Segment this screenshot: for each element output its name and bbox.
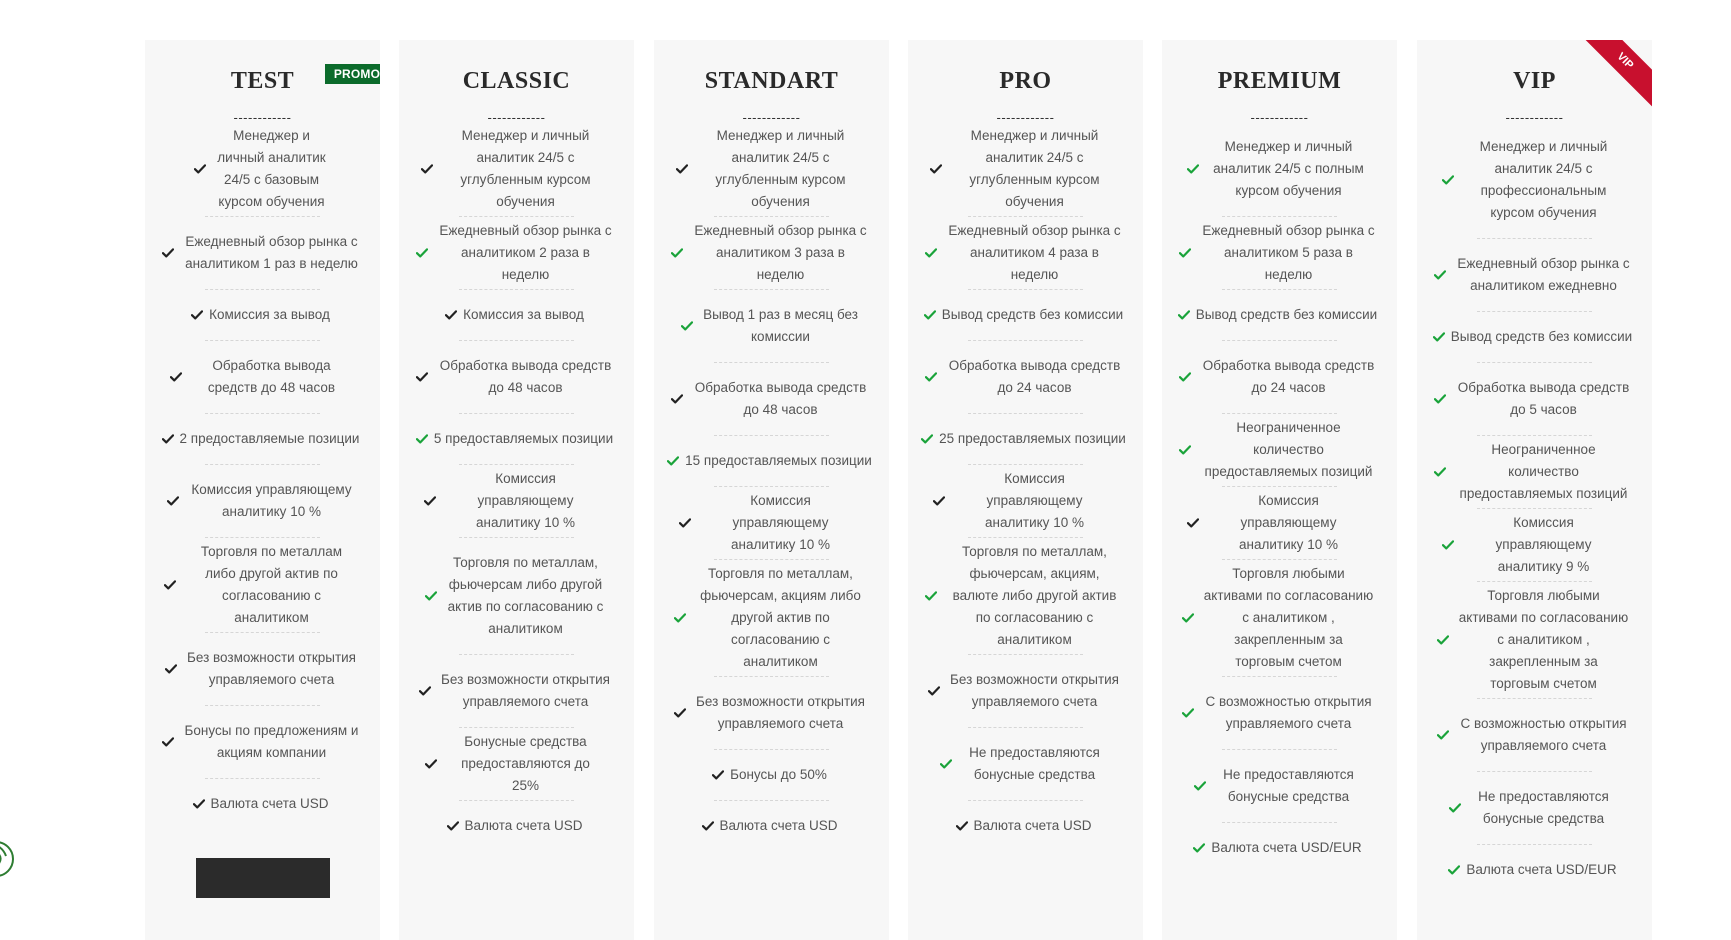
plan-feature bbox=[1429, 253, 1640, 297]
plan-feature-text: Торговля по металлам либо другой актив по согласованию с аналитиком bbox=[200, 544, 343, 625]
feature-divider bbox=[1477, 581, 1592, 582]
feature-divider bbox=[205, 289, 320, 290]
check-icon bbox=[667, 456, 679, 466]
plan-feature bbox=[666, 764, 877, 786]
plan-feature bbox=[157, 544, 368, 625]
check-icon bbox=[165, 664, 177, 674]
check-icon bbox=[162, 434, 174, 444]
check-icon bbox=[925, 372, 937, 382]
plan-feature-text: С возможностью открытия управляемого счета bbox=[1460, 716, 1627, 753]
check-icon bbox=[447, 821, 459, 831]
check-icon bbox=[679, 518, 691, 528]
feature-divider bbox=[968, 413, 1083, 414]
check-icon bbox=[956, 821, 968, 831]
plan-feature bbox=[1174, 493, 1385, 552]
plan-title-separator: ------------ bbox=[742, 110, 801, 125]
plan-feature bbox=[666, 493, 877, 552]
plan-feature-text: С возможностью открытия управляемого счета bbox=[1205, 694, 1372, 731]
vip-ribbon: VIP bbox=[1577, 40, 1652, 109]
plan-feature-text: 15 предоставляемых позиции bbox=[685, 453, 872, 468]
check-icon bbox=[1193, 843, 1205, 853]
plan-feature bbox=[157, 428, 368, 450]
check-icon bbox=[925, 248, 937, 258]
check-icon bbox=[1178, 310, 1190, 320]
plan-feature-text: Ежедневный обзор рынка с аналитиком ежедневно bbox=[1457, 256, 1630, 293]
feature-divider bbox=[1222, 216, 1337, 217]
plan-feature bbox=[157, 720, 368, 764]
check-icon bbox=[1187, 518, 1199, 528]
plan-feature-text: Без возможности открытия управляемого счета bbox=[950, 672, 1119, 709]
plan-feature bbox=[157, 304, 368, 326]
check-icon bbox=[425, 759, 437, 769]
feature-divider bbox=[714, 800, 829, 801]
check-icon bbox=[1437, 635, 1449, 645]
plan-feature bbox=[666, 566, 877, 669]
feature-divider bbox=[459, 727, 574, 728]
plan-feature bbox=[1429, 588, 1640, 691]
plan-feature-text: 25 предоставляемых позиции bbox=[939, 431, 1126, 446]
plan-title-separator: ------------ bbox=[996, 110, 1055, 125]
plan-title-separator: ------------ bbox=[1250, 110, 1309, 125]
plan-title: VIP bbox=[1513, 68, 1556, 94]
plan-card-standart bbox=[654, 40, 889, 940]
check-icon bbox=[933, 496, 945, 506]
check-icon bbox=[191, 310, 203, 320]
check-icon bbox=[1194, 781, 1206, 791]
check-icon bbox=[674, 613, 686, 623]
plan-feature-text: Ежедневный обзор рынка с аналитиком 4 раза в неделю bbox=[948, 223, 1121, 282]
plan-feature bbox=[411, 223, 622, 282]
promo-badge: PROMO bbox=[325, 64, 380, 84]
feature-divider bbox=[459, 800, 574, 801]
plan-card-pro bbox=[908, 40, 1143, 940]
check-icon bbox=[1179, 445, 1191, 455]
check-icon bbox=[164, 580, 176, 590]
plan-feature-text: Не предоставляются бонусные средства bbox=[969, 745, 1100, 782]
plan-feature-text: Обработка вывода средств до 48 часов bbox=[207, 358, 336, 395]
check-icon bbox=[416, 372, 428, 382]
check-icon bbox=[445, 310, 457, 320]
feature-divider bbox=[459, 413, 574, 414]
plan-feature bbox=[1174, 837, 1385, 859]
feature-divider bbox=[714, 216, 829, 217]
check-icon bbox=[162, 737, 174, 747]
plan-feature bbox=[411, 355, 622, 399]
plan-feature-text: Комиссия за вывод bbox=[209, 307, 330, 322]
plan-feature bbox=[411, 304, 622, 326]
plan-feature-text: Менеджер и личный аналитик 24/5 с профессиональным курсом обучения bbox=[1479, 139, 1608, 220]
plan-feature-text: Без возможности открытия управляемого счета bbox=[441, 672, 610, 709]
plan-feature bbox=[411, 428, 622, 450]
feature-divider bbox=[1222, 559, 1337, 560]
plan-feature-text: Вывод средств без комиссии bbox=[941, 307, 1124, 322]
plan-feature bbox=[1174, 223, 1385, 282]
check-icon bbox=[162, 248, 174, 258]
feature-divider bbox=[1477, 771, 1592, 772]
feature-divider bbox=[1477, 238, 1592, 239]
plan-feature-text: Торговля по металлам, фьючерсам, акциям либо другой актив по согласованию с аналитиком bbox=[700, 566, 861, 669]
select-plan-button[interactable] bbox=[196, 858, 330, 898]
plan-feature-text: Ежедневный обзор рынка с аналитиком 3 раза в неделю bbox=[694, 223, 867, 282]
plan-feature bbox=[1429, 859, 1640, 881]
plan-feature bbox=[157, 479, 368, 523]
plan-card-premium bbox=[1162, 40, 1397, 940]
feature-divider bbox=[714, 362, 829, 363]
feature-divider bbox=[968, 464, 1083, 465]
plan-feature-text: Комиссия управляющему аналитику 10 % bbox=[1239, 493, 1338, 552]
plan-feature bbox=[1429, 515, 1640, 574]
check-icon bbox=[930, 164, 942, 174]
feature-divider bbox=[1222, 749, 1337, 750]
plan-feature-text: Валюта счета USD bbox=[464, 818, 583, 833]
plan-feature bbox=[1174, 136, 1385, 202]
feature-divider bbox=[968, 340, 1083, 341]
feature-divider bbox=[714, 749, 829, 750]
feature-divider bbox=[1222, 676, 1337, 677]
check-icon bbox=[925, 591, 937, 601]
feature-divider bbox=[1222, 289, 1337, 290]
check-icon bbox=[167, 496, 179, 506]
plan-feature bbox=[666, 450, 877, 472]
check-icon bbox=[1434, 467, 1446, 477]
plan-feature-text: Без возможности открытия управляемого счета bbox=[187, 650, 356, 687]
plan-feature bbox=[1429, 713, 1640, 757]
plan-feature bbox=[666, 304, 877, 348]
feature-divider bbox=[205, 632, 320, 633]
feature-divider bbox=[1222, 486, 1337, 487]
plan-feature bbox=[157, 128, 368, 209]
check-icon bbox=[1437, 730, 1449, 740]
plan-title: CLASSIC bbox=[462, 68, 571, 94]
check-icon bbox=[674, 708, 686, 718]
check-icon bbox=[1187, 164, 1199, 174]
plan-title: TEST bbox=[230, 68, 295, 94]
check-icon bbox=[170, 372, 182, 382]
check-icon bbox=[1442, 540, 1454, 550]
check-icon bbox=[676, 164, 688, 174]
plan-feature bbox=[920, 669, 1131, 713]
feature-divider bbox=[968, 537, 1083, 538]
plan-feature-text: Валюта счета USD bbox=[210, 796, 329, 811]
plan-feature-text: Комиссия управляющему аналитику 10 % bbox=[476, 471, 575, 530]
plan-feature-text: Комиссия управляющему аналитику 9 % bbox=[1495, 515, 1592, 574]
feature-divider bbox=[205, 464, 320, 465]
feature-divider bbox=[459, 340, 574, 341]
plan-title-separator: ------------ bbox=[487, 110, 546, 125]
feature-divider bbox=[459, 464, 574, 465]
feature-divider bbox=[1477, 698, 1592, 699]
feature-divider bbox=[968, 800, 1083, 801]
plan-feature bbox=[920, 815, 1131, 837]
check-icon bbox=[1449, 803, 1461, 813]
plan-feature bbox=[411, 669, 622, 713]
plan-feature-text: Вывод 1 раз в месяц без комиссии bbox=[703, 307, 858, 344]
feature-divider bbox=[968, 654, 1083, 655]
check-icon bbox=[416, 248, 428, 258]
plan-feature bbox=[157, 647, 368, 691]
plan-feature-text: Не предоставляются бонусные средства bbox=[1478, 789, 1609, 826]
feature-divider bbox=[1477, 508, 1592, 509]
feature-divider bbox=[459, 537, 574, 538]
feature-divider bbox=[459, 654, 574, 655]
feature-divider bbox=[459, 216, 574, 217]
plan-feature-text: Торговля по металлам, фьючерсам либо другой актив по согласованию с аналитиком bbox=[447, 555, 604, 636]
plan-feature bbox=[920, 428, 1131, 450]
feature-divider bbox=[714, 486, 829, 487]
check-icon bbox=[193, 799, 205, 809]
check-icon bbox=[1182, 708, 1194, 718]
check-icon bbox=[928, 686, 940, 696]
check-icon bbox=[940, 759, 952, 769]
plan-feature bbox=[1429, 442, 1640, 501]
plan-feature-text: Вывод средств без комиссии bbox=[1195, 307, 1378, 322]
plan-feature-text: Обработка вывода средств до 24 часов bbox=[948, 358, 1121, 395]
plan-feature bbox=[1174, 691, 1385, 735]
plan-feature-text: Вывод средств без комиссии bbox=[1450, 329, 1633, 344]
plan-feature bbox=[920, 742, 1131, 786]
plan-feature-text: Неограниченное количество предоставляемых позиций bbox=[1204, 420, 1373, 479]
plan-feature-text: Менеджер и личный аналитик 24/5 с углубленным курсом обучения bbox=[715, 128, 846, 209]
plan-title-separator: ------------ bbox=[1505, 110, 1564, 125]
plan-feature-text: Комиссия управляющему аналитику 10 % bbox=[191, 482, 352, 519]
plan-feature bbox=[920, 355, 1131, 399]
plan-feature bbox=[1174, 420, 1385, 479]
plan-feature-text: Неограниченное количество предоставляемых позиций bbox=[1459, 442, 1628, 501]
plan-feature-text: Менеджер и личный аналитик 24/5 с базовым курсом обучения bbox=[217, 128, 326, 209]
plan-feature-text: Комиссия управляющему аналитику 10 % bbox=[731, 493, 830, 552]
plan-title-separator: ------------ bbox=[233, 110, 292, 125]
plan-card-vip bbox=[1417, 40, 1652, 940]
feature-divider bbox=[1222, 413, 1337, 414]
check-icon bbox=[419, 686, 431, 696]
check-icon bbox=[1179, 372, 1191, 382]
plan-feature-text: Комиссия управляющему аналитику 10 % bbox=[985, 471, 1084, 530]
plan-feature-text: Ежедневный обзор рынка с аналитиком 1 раз в неделю bbox=[185, 234, 358, 271]
check-icon bbox=[1182, 613, 1194, 623]
feature-divider bbox=[1222, 340, 1337, 341]
plan-feature bbox=[666, 223, 877, 282]
plan-feature-text: Торговля любыми активами по согласованию с аналитиком , закрепленным за торговым счетом bbox=[1458, 588, 1629, 691]
plan-feature bbox=[411, 815, 622, 837]
plan-feature-text: Ежедневный обзор рынка с аналитиком 5 раза в неделю bbox=[1202, 223, 1375, 282]
plan-feature-text: Бонусы по предложениям и акциям компании bbox=[184, 723, 359, 760]
check-icon bbox=[1448, 865, 1460, 875]
plan-feature-text: 5 предоставляемых позиции bbox=[433, 431, 614, 446]
plan-feature-text: Менеджер и личный аналитик 24/5 с углубленным курсом обучения bbox=[969, 128, 1100, 209]
plan-feature bbox=[1429, 136, 1640, 224]
plan-feature-text: Не предоставляются бонусные средства bbox=[1223, 767, 1354, 804]
plan-feature bbox=[666, 691, 877, 735]
feature-divider bbox=[205, 413, 320, 414]
plan-feature bbox=[411, 471, 622, 530]
plan-title: PREMIUM bbox=[1217, 68, 1342, 94]
feature-divider bbox=[205, 705, 320, 706]
plan-feature-text: Без возможности открытия управляемого счета bbox=[696, 694, 865, 731]
feature-divider bbox=[968, 216, 1083, 217]
check-icon bbox=[424, 496, 436, 506]
plan-feature-text: Менеджер и личный аналитик 24/5 с углубленным курсом обучения bbox=[460, 128, 591, 209]
plan-feature-text: Торговля по металлам, фьючерсам, акциям, валюте либо другой актив по согласованию с аналитиком bbox=[952, 544, 1117, 647]
check-icon bbox=[671, 394, 683, 404]
plan-feature-text: Бонусы до 50% bbox=[730, 767, 827, 782]
check-icon bbox=[924, 310, 936, 320]
check-icon bbox=[194, 164, 206, 174]
plan-feature-text: Обработка вывода средств до 5 часов bbox=[1457, 380, 1630, 417]
plan-feature bbox=[1429, 786, 1640, 830]
plan-feature-text: Валюта счета USD bbox=[719, 818, 838, 833]
plan-feature bbox=[1174, 304, 1385, 326]
plan-feature-text: Бонусные средства предоставляются до 25% bbox=[461, 734, 590, 793]
plan-feature bbox=[920, 128, 1131, 209]
plan-feature bbox=[157, 355, 368, 399]
plan-feature-text: Валюта счета USD bbox=[973, 818, 1092, 833]
check-icon bbox=[1179, 248, 1191, 258]
plan-feature-text: Торговля любыми активами по согласованию с аналитиком , закрепленным за торговым счетом bbox=[1203, 566, 1374, 669]
plan-feature bbox=[411, 734, 622, 793]
plan-feature bbox=[1429, 326, 1640, 348]
feature-divider bbox=[968, 727, 1083, 728]
plan-feature bbox=[1174, 355, 1385, 399]
feature-divider bbox=[1477, 844, 1592, 845]
plan-feature bbox=[1174, 566, 1385, 669]
plan-feature-text: Ежедневный обзор рынка с аналитиком 2 раза в неделю bbox=[439, 223, 612, 282]
plan-feature bbox=[666, 377, 877, 421]
plan-card-classic bbox=[399, 40, 634, 940]
plan-feature-text: Менеджер и личный аналитик 24/5 с полным курсом обучения bbox=[1213, 139, 1364, 198]
plan-feature bbox=[666, 128, 877, 209]
feature-divider bbox=[1477, 362, 1592, 363]
check-icon bbox=[702, 821, 714, 831]
check-icon bbox=[1442, 175, 1454, 185]
feature-divider bbox=[459, 289, 574, 290]
feature-divider bbox=[205, 340, 320, 341]
feature-divider bbox=[205, 216, 320, 217]
plan-feature bbox=[920, 223, 1131, 282]
check-icon bbox=[712, 770, 724, 780]
check-icon bbox=[1434, 394, 1446, 404]
plan-feature-text: Валюта счета USD/EUR bbox=[1211, 840, 1362, 855]
plan-feature bbox=[157, 231, 368, 275]
globe-logo-icon[interactable] bbox=[0, 838, 14, 880]
plan-title: PRO bbox=[999, 68, 1052, 94]
plan-feature-text: Комиссия за вывод bbox=[463, 307, 584, 322]
plan-feature-text: Валюта счета USD/EUR bbox=[1466, 862, 1617, 877]
plan-title: STANDART bbox=[704, 68, 839, 94]
plan-feature bbox=[666, 815, 877, 837]
check-icon bbox=[1433, 332, 1445, 342]
plan-feature bbox=[920, 544, 1131, 647]
feature-divider bbox=[1477, 311, 1592, 312]
check-icon bbox=[671, 248, 683, 258]
feature-divider bbox=[205, 537, 320, 538]
plan-feature-text: Обработка вывода средств до 24 часов bbox=[1202, 358, 1375, 395]
check-icon bbox=[921, 434, 933, 444]
plan-feature-text: Обработка вывода средств до 48 часов bbox=[694, 380, 867, 417]
feature-divider bbox=[1222, 822, 1337, 823]
feature-divider bbox=[1477, 435, 1592, 436]
feature-divider bbox=[205, 778, 320, 779]
feature-divider bbox=[714, 289, 829, 290]
plan-feature bbox=[920, 304, 1131, 326]
plan-card-test bbox=[145, 40, 380, 940]
plan-feature bbox=[1174, 764, 1385, 808]
plan-feature bbox=[157, 793, 368, 815]
check-icon bbox=[1434, 270, 1446, 280]
check-icon bbox=[425, 591, 437, 601]
feature-divider bbox=[714, 676, 829, 677]
plan-feature bbox=[1429, 377, 1640, 421]
check-icon bbox=[681, 321, 693, 331]
feature-divider bbox=[968, 289, 1083, 290]
plan-feature bbox=[411, 552, 622, 640]
feature-divider bbox=[714, 559, 829, 560]
plan-feature bbox=[920, 471, 1131, 530]
plan-feature-text: 2 предоставляемые позиции bbox=[179, 431, 360, 446]
check-icon bbox=[416, 434, 428, 444]
plan-feature bbox=[411, 128, 622, 209]
check-icon bbox=[421, 164, 433, 174]
feature-divider bbox=[714, 435, 829, 436]
plan-feature-text: Обработка вывода средств до 48 часов bbox=[439, 358, 612, 395]
